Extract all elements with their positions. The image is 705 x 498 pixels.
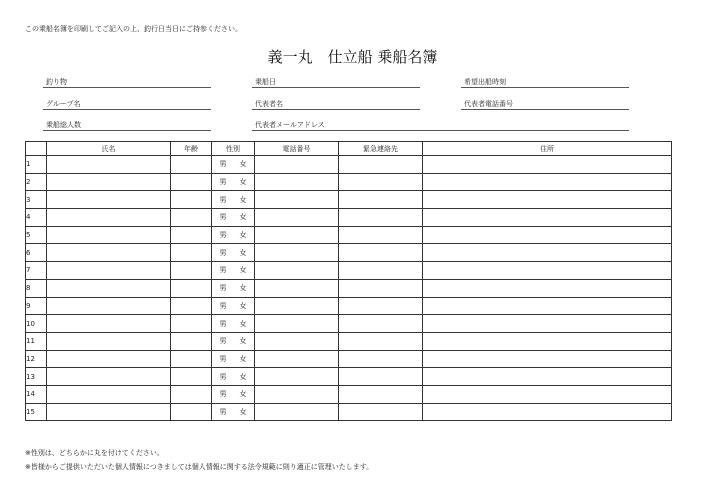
- cell-emergency-contact[interactable]: [339, 244, 423, 262]
- row-number: 10: [26, 315, 47, 333]
- field-representative-phone[interactable]: 代表者電話番号: [461, 99, 629, 110]
- cell-age[interactable]: [171, 297, 212, 315]
- page-title: 義一丸 仕立船 乗船名簿: [267, 48, 438, 66]
- cell-name[interactable]: [47, 173, 171, 191]
- sex-male-option[interactable]: 男: [219, 301, 227, 310]
- row-number: 8: [26, 279, 47, 297]
- cell-phone[interactable]: [255, 297, 339, 315]
- field-boarding-date[interactable]: 乗船日: [252, 77, 420, 88]
- table-row: [26, 244, 672, 262]
- sex-male-option[interactable]: 男: [219, 266, 227, 275]
- cell-phone[interactable]: [255, 368, 339, 386]
- sex-female-option[interactable]: 女: [239, 160, 247, 169]
- cell-address[interactable]: [423, 173, 672, 191]
- field-total-passengers[interactable]: 乗船総人数: [43, 120, 211, 131]
- note-sex-circle: ※性別は、どちらかに丸を付けてください。: [25, 449, 164, 457]
- cell-sex: [212, 385, 255, 403]
- cell-phone[interactable]: [255, 173, 339, 191]
- header-name: 氏名: [47, 142, 171, 156]
- cell-name[interactable]: [47, 244, 171, 262]
- header-number: [26, 142, 47, 156]
- cell-age[interactable]: [171, 173, 212, 191]
- sex-male-option[interactable]: 男: [219, 195, 227, 204]
- sex-male-option[interactable]: 男: [219, 160, 227, 169]
- sex-male-option[interactable]: 男: [219, 231, 227, 240]
- cell-name[interactable]: [47, 315, 171, 333]
- cell-phone[interactable]: [255, 332, 339, 350]
- cell-sex: [212, 297, 255, 315]
- sex-female-option[interactable]: 女: [239, 178, 247, 187]
- cell-phone[interactable]: [255, 226, 339, 244]
- sex-female-option[interactable]: 女: [239, 266, 247, 275]
- sex-male-option[interactable]: 男: [219, 319, 227, 328]
- row-number: 9: [26, 297, 47, 315]
- cell-sex: [212, 226, 255, 244]
- cell-address[interactable]: [423, 385, 672, 403]
- instruction-text: この乗船名簿を印刷してご記入の上、釣行日当日にご持参ください。: [25, 25, 242, 33]
- cell-sex: [212, 244, 255, 262]
- table-header-row: [26, 142, 672, 156]
- cell-emergency-contact[interactable]: [339, 262, 423, 280]
- cell-address[interactable]: [423, 403, 672, 421]
- row-number: 5: [26, 226, 47, 244]
- cell-address[interactable]: [423, 156, 672, 174]
- cell-address[interactable]: [423, 279, 672, 297]
- sex-female-option[interactable]: 女: [239, 231, 247, 240]
- cell-address[interactable]: [423, 368, 672, 386]
- cell-name[interactable]: [47, 385, 171, 403]
- cell-sex: [212, 315, 255, 333]
- cell-age[interactable]: [171, 315, 212, 333]
- cell-address[interactable]: [423, 332, 672, 350]
- table-row: [26, 279, 672, 297]
- cell-name[interactable]: [47, 156, 171, 174]
- cell-address[interactable]: [423, 350, 672, 368]
- row-number: 6: [26, 244, 47, 262]
- note-privacy: ※皆様からご提供いただいた個人情報につきましては個人情報に関する法令規範に則り適正に管理いたします。: [25, 463, 374, 471]
- cell-sex: [212, 279, 255, 297]
- cell-age[interactable]: [171, 209, 212, 227]
- cell-phone[interactable]: [255, 262, 339, 280]
- cell-emergency-contact[interactable]: [339, 332, 423, 350]
- sex-male-option[interactable]: 男: [219, 178, 227, 187]
- row-number: 13: [26, 368, 47, 386]
- sex-female-option[interactable]: 女: [239, 372, 247, 381]
- table-row: [26, 315, 672, 333]
- table-row: [26, 332, 672, 350]
- sex-female-option[interactable]: 女: [239, 213, 247, 222]
- row-number: 2: [26, 173, 47, 191]
- passenger-table: [25, 141, 672, 421]
- field-departure-time[interactable]: 希望出船時刻: [461, 77, 629, 88]
- sex-female-option[interactable]: 女: [239, 407, 247, 416]
- cell-age[interactable]: [171, 156, 212, 174]
- cell-name[interactable]: [47, 332, 171, 350]
- field-fishing-target[interactable]: 釣り物: [43, 77, 211, 88]
- cell-age[interactable]: [171, 403, 212, 421]
- cell-age[interactable]: [171, 262, 212, 280]
- sex-female-option[interactable]: 女: [239, 390, 247, 399]
- sex-female-option[interactable]: 女: [239, 301, 247, 310]
- cell-address[interactable]: [423, 191, 672, 209]
- sex-female-option[interactable]: 女: [239, 284, 247, 293]
- cell-emergency-contact[interactable]: [339, 297, 423, 315]
- sex-male-option[interactable]: 男: [219, 248, 227, 257]
- table-row: [26, 173, 672, 191]
- header-emergency-contact: 緊急連絡先: [339, 142, 423, 156]
- cell-age[interactable]: [171, 385, 212, 403]
- header-address: 住所: [423, 142, 672, 156]
- field-representative-email[interactable]: 代表者メールアドレス: [252, 120, 629, 131]
- cell-age[interactable]: [171, 226, 212, 244]
- sex-male-option[interactable]: 男: [219, 284, 227, 293]
- cell-emergency-contact[interactable]: [339, 226, 423, 244]
- row-number: 12: [26, 350, 47, 368]
- row-number: 11: [26, 332, 47, 350]
- cell-age[interactable]: [171, 191, 212, 209]
- cell-sex: [212, 332, 255, 350]
- header-sex: 性別: [212, 142, 255, 156]
- cell-age[interactable]: [171, 244, 212, 262]
- cell-name[interactable]: [47, 209, 171, 227]
- cell-emergency-contact[interactable]: [339, 209, 423, 227]
- cell-sex: [212, 262, 255, 280]
- cell-address[interactable]: [423, 262, 672, 280]
- cell-address[interactable]: [423, 209, 672, 227]
- row-number: 3: [26, 191, 47, 209]
- cell-name[interactable]: [47, 297, 171, 315]
- header-age: 年齢: [171, 142, 212, 156]
- sex-female-option[interactable]: 女: [239, 248, 247, 257]
- sex-male-option[interactable]: 男: [219, 407, 227, 416]
- cell-address[interactable]: [423, 244, 672, 262]
- cell-phone[interactable]: [255, 244, 339, 262]
- cell-name[interactable]: [47, 368, 171, 386]
- cell-emergency-contact[interactable]: [339, 156, 423, 174]
- header-phone: 電話番号: [255, 142, 339, 156]
- sex-male-option[interactable]: 男: [219, 372, 227, 381]
- sex-female-option[interactable]: 女: [239, 195, 247, 204]
- table-row: [26, 226, 672, 244]
- table-row: [26, 403, 672, 421]
- cell-sex: [212, 173, 255, 191]
- field-group-name[interactable]: グループ名: [43, 99, 211, 110]
- cell-emergency-contact[interactable]: [339, 368, 423, 386]
- cell-name[interactable]: [47, 403, 171, 421]
- cell-emergency-contact[interactable]: [339, 385, 423, 403]
- cell-phone[interactable]: [255, 279, 339, 297]
- table-row: [26, 368, 672, 386]
- sex-male-option[interactable]: 男: [219, 337, 227, 346]
- cell-sex: [212, 368, 255, 386]
- cell-emergency-contact[interactable]: [339, 350, 423, 368]
- cell-phone[interactable]: [255, 385, 339, 403]
- table-row: [26, 156, 672, 174]
- sex-female-option[interactable]: 女: [239, 319, 247, 328]
- cell-emergency-contact[interactable]: [339, 279, 423, 297]
- sex-female-option[interactable]: 女: [239, 354, 247, 363]
- cell-sex: [212, 156, 255, 174]
- sex-male-option[interactable]: 男: [219, 354, 227, 363]
- cell-age[interactable]: [171, 332, 212, 350]
- cell-sex: [212, 403, 255, 421]
- cell-phone[interactable]: [255, 191, 339, 209]
- cell-age[interactable]: [171, 350, 212, 368]
- cell-address[interactable]: [423, 315, 672, 333]
- cell-name[interactable]: [47, 262, 171, 280]
- cell-phone[interactable]: [255, 350, 339, 368]
- row-number: 1: [26, 156, 47, 174]
- cell-sex: [212, 209, 255, 227]
- cell-phone[interactable]: [255, 156, 339, 174]
- cell-age[interactable]: [171, 368, 212, 386]
- cell-name[interactable]: [47, 226, 171, 244]
- cell-sex: [212, 350, 255, 368]
- table-row: [26, 191, 672, 209]
- sex-female-option[interactable]: 女: [239, 337, 247, 346]
- table-row: [26, 385, 672, 403]
- sex-male-option[interactable]: 男: [219, 213, 227, 222]
- row-number: 15: [26, 403, 47, 421]
- sex-male-option[interactable]: 男: [219, 390, 227, 399]
- row-number: 4: [26, 209, 47, 227]
- cell-age[interactable]: [171, 279, 212, 297]
- cell-address[interactable]: [423, 226, 672, 244]
- cell-phone[interactable]: [255, 315, 339, 333]
- cell-emergency-contact[interactable]: [339, 403, 423, 421]
- cell-name[interactable]: [47, 350, 171, 368]
- table-row: [26, 297, 672, 315]
- row-number: 7: [26, 262, 47, 280]
- cell-phone[interactable]: [255, 403, 339, 421]
- table-row: [26, 209, 672, 227]
- table-row: [26, 350, 672, 368]
- cell-phone[interactable]: [255, 209, 339, 227]
- cell-address[interactable]: [423, 297, 672, 315]
- cell-emergency-contact[interactable]: [339, 173, 423, 191]
- cell-emergency-contact[interactable]: [339, 191, 423, 209]
- field-representative-name[interactable]: 代表者名: [252, 99, 420, 110]
- cell-name[interactable]: [47, 191, 171, 209]
- row-number: 14: [26, 385, 47, 403]
- cell-emergency-contact[interactable]: [339, 315, 423, 333]
- cell-name[interactable]: [47, 279, 171, 297]
- table-row: [26, 262, 672, 280]
- cell-sex: [212, 191, 255, 209]
